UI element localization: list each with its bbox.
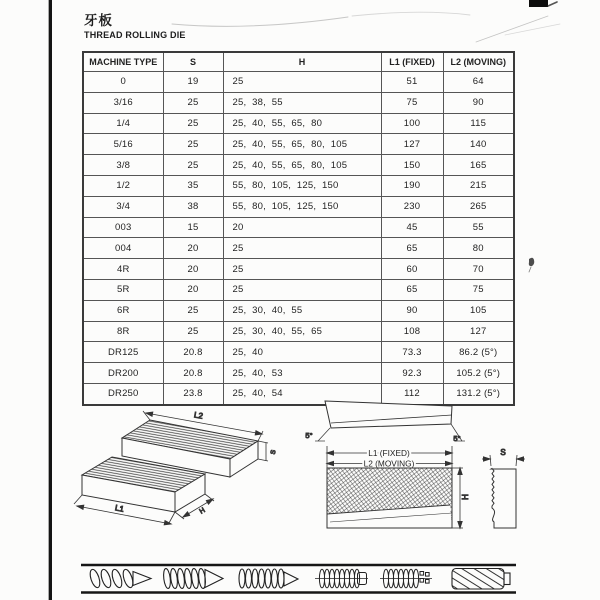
front-l2-moving-label: L2 (MOVING) (363, 458, 415, 469)
table-cell: 25, 30, 40, 55, 65 (223, 321, 381, 342)
screw-sample-5 (380, 569, 432, 588)
table-cell: 60 (381, 259, 443, 280)
table-cell: 25 (163, 134, 223, 155)
table-cell: 19 (163, 72, 223, 93)
front-view-diagram (327, 446, 470, 528)
table-cell: 25 (223, 72, 381, 93)
table-cell: 003 (83, 217, 163, 238)
iso-h-label: H (198, 506, 207, 516)
table-cell: 131.2 (5°) (443, 383, 514, 404)
table-cell: 1/2 (83, 175, 163, 196)
table-cell: 55, 80, 105, 125, 150 (223, 175, 381, 196)
table-cell: 64 (443, 72, 514, 93)
table-cell: 25 (223, 238, 381, 259)
iso-die-diagram (74, 410, 278, 526)
table-cell: 86.2 (5°) (443, 342, 514, 363)
table-cell: 25, 40 (223, 342, 381, 363)
table-cell: 4R (83, 259, 163, 280)
table-cell: 5/16 (83, 134, 163, 155)
table-cell: 35 (163, 175, 223, 196)
table-cell: 0 (83, 72, 163, 93)
table-cell: 140 (443, 134, 514, 155)
iso-l2-label: L2 (193, 410, 204, 421)
table-cell: 23.8 (163, 383, 223, 404)
table-cell: 65 (381, 238, 443, 259)
header-machine-type: MACHINE TYPE (83, 52, 163, 72)
screw-sample-4 (315, 569, 368, 588)
table-cell: 70 (443, 259, 514, 280)
table-cell: 3/8 (83, 155, 163, 176)
table-cell: 25, 30, 40, 55 (223, 300, 381, 321)
table-cell: 105.2 (5°) (443, 363, 514, 384)
front-l1-fixed-label: L1 (FIXED) (368, 448, 410, 458)
table-cell: 55 (443, 217, 514, 238)
header-l1-fixed: L1 (FIXED) (381, 52, 443, 72)
table-cell: 25 (163, 92, 223, 113)
table-cell: 127 (443, 321, 514, 342)
table-cell: 8R (83, 321, 163, 342)
title-english: THREAD ROLLING DIE (84, 29, 186, 40)
table-cell: 115 (443, 113, 514, 134)
ink-blot (529, 258, 534, 266)
table-cell: 20.8 (163, 363, 223, 384)
table-cell: 127 (381, 134, 443, 155)
table-cell: DR250 (83, 383, 163, 404)
profile-angle-right: 5° (453, 434, 461, 443)
screw-sample-6 (452, 569, 510, 590)
table-cell: 265 (443, 196, 514, 217)
iso-l1-label: L1 (114, 503, 125, 514)
table-cell: 20 (163, 238, 223, 259)
table-cell: 25, 38, 55 (223, 92, 381, 113)
profile-angle-left: 5° (305, 431, 313, 440)
table-cell: 38 (163, 196, 223, 217)
table-cell: 100 (381, 113, 443, 134)
section-s-label: S (500, 448, 506, 457)
table-cell: 25 (223, 259, 381, 280)
table-cell: 15 (163, 217, 223, 238)
table-cell: 20 (163, 279, 223, 300)
table-cell: 75 (443, 279, 514, 300)
screw-samples-band (81, 565, 516, 593)
screw-sample-1 (88, 568, 151, 589)
table-cell: 25 (163, 113, 223, 134)
table-cell: 5R (83, 279, 163, 300)
table-cell: 108 (381, 321, 443, 342)
table-cell: 1/4 (83, 113, 163, 134)
header-s: S (163, 52, 223, 72)
table-cell: 20.8 (163, 342, 223, 363)
table-cell: 25 (163, 300, 223, 321)
title-chinese: 牙板 (84, 13, 113, 28)
section-diagram (482, 448, 525, 528)
table-cell: 90 (381, 300, 443, 321)
table-cell: 73.3 (381, 342, 443, 363)
table-cell: 92.3 (381, 363, 443, 384)
table-cell: 6R (83, 300, 163, 321)
table-cell: 51 (381, 72, 443, 93)
table-cell: 25, 40, 55, 65, 80, 105 (223, 155, 381, 176)
table-cell: 25, 40, 53 (223, 363, 381, 384)
table-cell: 004 (83, 238, 163, 259)
table-cell: 230 (381, 196, 443, 217)
table-cell: 90 (443, 92, 514, 113)
header-h: H (223, 52, 381, 72)
table-cell: 150 (381, 155, 443, 176)
screw-sample-2 (163, 568, 223, 589)
table-cell: 25, 40, 55, 65, 80, 105 (223, 134, 381, 155)
section-profile (491, 468, 516, 528)
iso-s-label: S (269, 449, 278, 456)
table-cell: 20 (223, 217, 381, 238)
screw-sample-3 (239, 569, 298, 588)
table-cell: 215 (443, 175, 514, 196)
table-cell: 25, 40, 55, 65, 80 (223, 113, 381, 134)
table-cell: DR125 (83, 342, 163, 363)
table-cell: 25, 40, 54 (223, 383, 381, 404)
table-cell: 190 (381, 175, 443, 196)
table-cell: 25 (223, 279, 381, 300)
profile-diagram (305, 401, 465, 443)
scan-artifacts (172, 2, 560, 272)
table-cell: 65 (381, 279, 443, 300)
table-cell: 105 (443, 300, 514, 321)
table-cell: 55, 80, 105, 125, 150 (223, 196, 381, 217)
table-cell: 75 (381, 92, 443, 113)
table-cell: 25 (163, 155, 223, 176)
table-cell: 165 (443, 155, 514, 176)
header-l2-moving: L2 (MOVING) (443, 52, 514, 72)
table-cell: 3/16 (83, 92, 163, 113)
table-cell: 25 (163, 321, 223, 342)
table-cell: DR200 (83, 363, 163, 384)
table-cell: 45 (381, 217, 443, 238)
table-cell: 112 (381, 383, 443, 404)
table-cell: 3/4 (83, 196, 163, 217)
front-h-label: H (461, 494, 470, 500)
table-cell: 20 (163, 259, 223, 280)
table-cell: 80 (443, 238, 514, 259)
